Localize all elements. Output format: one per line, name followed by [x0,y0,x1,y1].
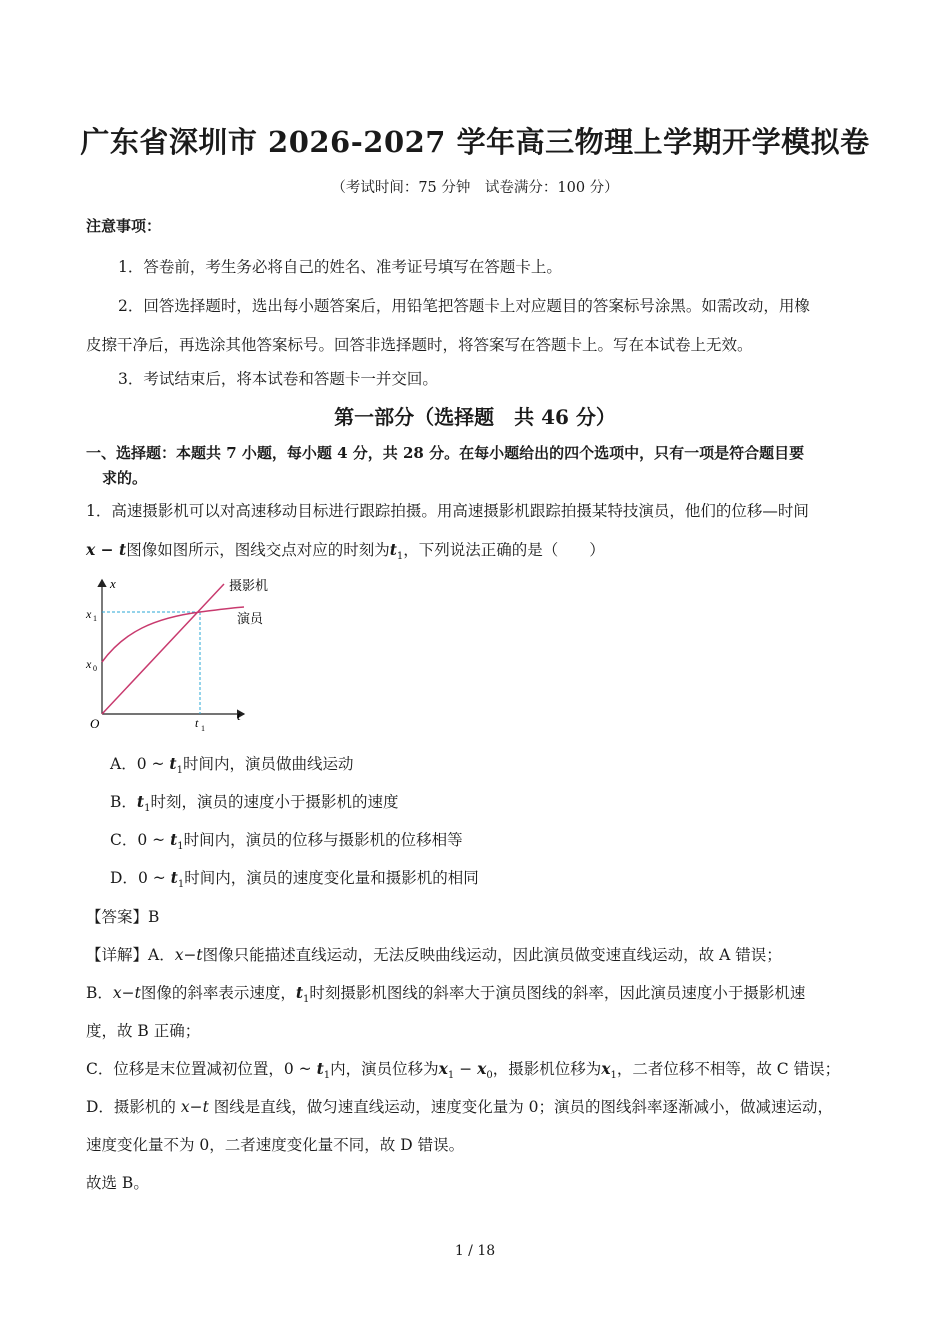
option-d-t: t [170,868,178,887]
t1-label: t [195,716,199,730]
origin-label: O [90,716,100,731]
option-c-range: 0 ~ [137,831,171,849]
stem-text-end: ，下列说法正确的是（ ） [403,541,605,559]
explanation-c-x1-sub: 1 [447,1070,455,1082]
explanation-c-end: ，二者位移不相等，故 C 错误； [616,1060,841,1078]
option-c [110,828,463,852]
exam-info: （考试时间：75 分钟 试卷满分：100 分） [331,180,619,196]
option-d-letter: D． [110,869,138,887]
t1-subscript: 1 [396,551,404,563]
option-c-letter: C． [110,831,138,849]
x1-subscript: 1 [93,614,97,623]
explanation-b-line-2: 度，故 B 正确； [86,1022,201,1040]
part1-title: 第一部分（选择题 共 46 分） [334,405,616,429]
x0-subscript: 0 [93,664,97,673]
explanation-b-mid: 图像的斜率表示速度， [140,984,296,1002]
x-axis-label: t [237,708,241,723]
option-b-letter: B． [110,793,137,811]
explanation-c-range: 0 ~ [283,1060,317,1078]
section1-line-1: 一、选择题：本题共 7 小题，每小题 4 分，共 28 分。在每小题给出的四个选项中，只有一项是符合题目要 [86,444,805,462]
t1-subscript: 1 [201,724,205,733]
explanation-c-sub: 1 [323,1070,331,1082]
explanation-d-prefix: D．摄影机的 [86,1098,181,1116]
performer-curve [102,607,244,662]
explanation-c-x0-sub: 0 [486,1070,493,1082]
x1-label: x [86,607,92,621]
option-d-range: 0 ~ [137,869,171,887]
option-d-text: 时间内，演员的速度变化量和摄影机的相同 [184,869,479,887]
notice-item-3: 3．考试结束后，将本试卷和答题卡一并交回。 [118,370,438,388]
question1-stem-line-1: 1．高速摄影机可以对高速移动目标进行跟踪拍摄。用高速摄影机跟踪拍摄某特技演员，他们的位移—时间 [86,502,809,520]
explanation-a-xt: x−t [174,946,203,964]
x0-label: x [86,657,92,671]
explanation-b-t: t [295,983,304,1002]
explanation-c-x1: x [438,1059,448,1078]
question1-stem-line-2 [86,538,605,562]
explanation-d-xt: x−t [180,1098,209,1116]
option-c-text: 时间内，演员的位移与摄影机的位移相等 [183,831,463,849]
explanation-c-prefix: C．位移是末位置减初位置， [86,1060,284,1078]
notice-heading: 注意事项： [86,217,162,235]
explanation-a [86,943,782,965]
explanation-b-text: 时刻摄影机图线的斜率大于演员图线的斜率，因此演员速度小于摄影机速 [309,984,806,1002]
explanation-b-sub: 1 [303,994,310,1006]
explanation-b-xt: x−t [112,984,141,1002]
explanation-d-line-2: 速度变化量不为 0，二者速度变化量不同，故 D 错误。 [86,1136,465,1154]
page-title: 广东省深圳市 2026-2027 学年高三物理上学期开学模拟卷 [80,125,870,159]
option-c-t: t [170,830,178,849]
explanation-d [86,1095,833,1117]
option-a [110,752,353,776]
option-d [110,866,479,890]
xt-graph [84,574,284,736]
stem-text: 图像如图所示，图线交点对应的时刻为 [126,541,390,559]
explanation-c-x1b-sub: 1 [610,1070,617,1082]
option-b-sub: 1 [144,803,151,815]
option-d-sub: 1 [177,879,185,891]
explanation-c-x1b: x [601,1059,611,1078]
t1-symbol: t [389,540,397,559]
option-a-text: 时间内，演员做曲线运动 [182,755,354,773]
explanation-c-t: t [316,1059,324,1078]
explanation-c-mid1: 内，演员位移为 [330,1060,439,1078]
xt-symbol: x − t [86,540,127,559]
option-a-t: t [169,754,177,773]
notice-item-2-line-1: 2．回答选择题时，选出每小题答案后，用铅笔把答题卡上对应题目的答案标号涂黑。如需改动，用橡 [118,297,810,315]
conclusion: 故选 B。 [86,1174,149,1192]
option-b [110,790,398,814]
option-b-t: t [136,792,145,811]
camera-line [102,584,224,714]
explanation-c-x0: x [477,1059,487,1078]
option-a-range: 0 ~ [136,755,170,773]
option-a-letter: A． [110,755,137,773]
answer: 【答案】B [86,908,160,926]
performer-label: 演员 [237,611,264,626]
explanation-a-prefix: 【详解】A． [86,946,175,964]
explanation-d-text: 图线是直线，做匀速直线运动，速度变化量为 0；演员的图线斜率逐渐减小，做减速运动， [208,1098,834,1116]
explanation-c-mid2: ，摄影机位移为 [492,1060,602,1078]
option-a-sub: 1 [176,765,183,777]
explanation-c-minus: − [454,1060,478,1078]
section1-line-2: 求的。 [102,469,148,487]
option-c-sub: 1 [177,841,184,853]
camera-label: 摄影机 [229,578,269,593]
option-b-text: 时刻，演员的速度小于摄影机的速度 [150,793,399,811]
explanation-b [86,981,805,1005]
page-number: 1 / 18 [454,1243,496,1259]
explanation-b-prefix: B． [86,984,113,1002]
y-axis-label: x [110,576,116,591]
explanation-a-text: 图像只能描述直线运动，无法反映曲线运动，因此演员做变速直线运动，故 A 错误； [202,946,782,964]
explanation-c [86,1057,840,1081]
notice-item-1: 1．答卷前，考生务必将自己的姓名、准考证号填写在答题卡上。 [118,258,562,276]
notice-item-2-line-2: 皮擦干净后，再选涂其他答案标号。回答非选择题时，将答案写在答题卡上。写在本试卷上无效。 [86,336,753,354]
